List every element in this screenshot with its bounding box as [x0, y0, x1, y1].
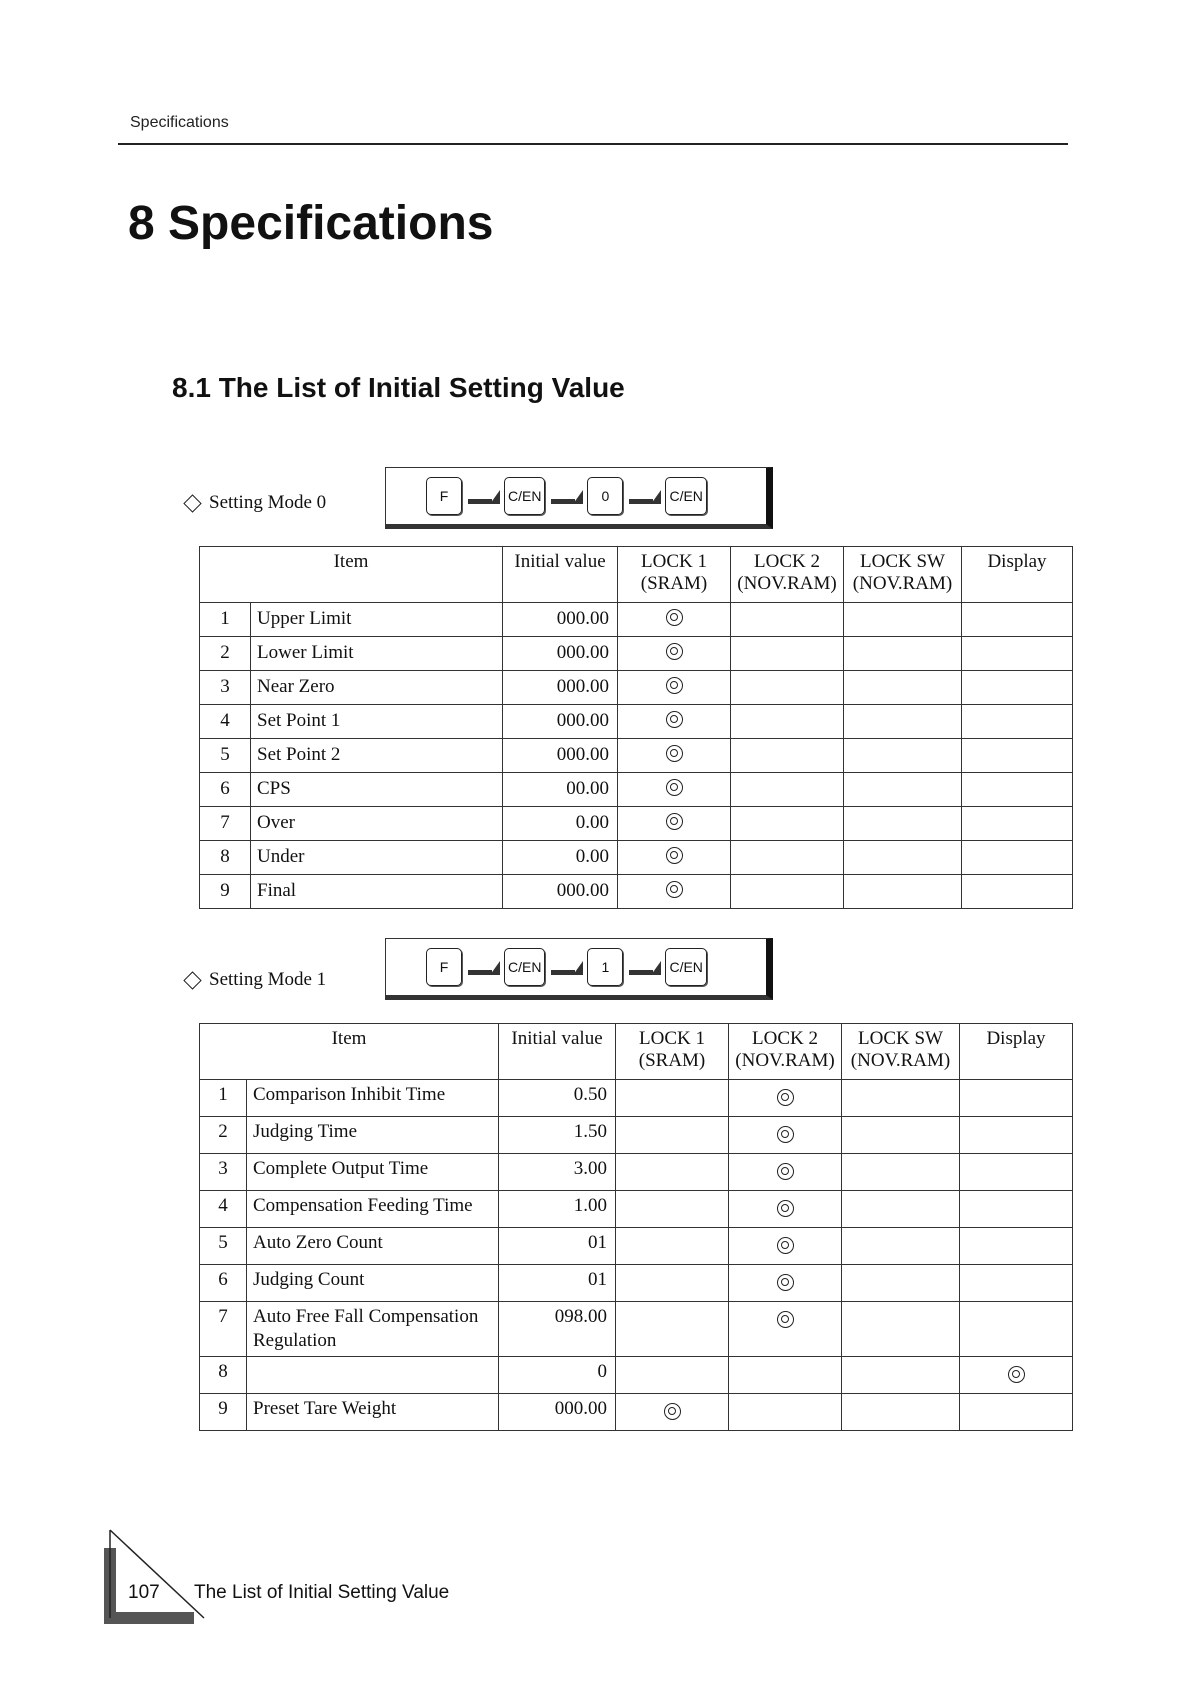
cell-locksw: [842, 1265, 960, 1302]
cell-lock2: [731, 807, 844, 841]
col-initial-value: Initial value: [503, 547, 618, 603]
cell-locksw: [844, 603, 962, 637]
col-lock-sw: LOCK SW (NOV.RAM): [844, 547, 962, 603]
table-row: [200, 671, 1073, 705]
cell-lock1: [618, 705, 731, 739]
cell-display: [962, 637, 1073, 671]
row-number: 7: [200, 807, 251, 841]
arrow-right-icon: [549, 485, 583, 507]
row-number: 8: [200, 841, 251, 875]
cell-lock1: [618, 739, 731, 773]
double-circle-icon: [777, 1274, 794, 1291]
cell-lock2: [729, 1228, 842, 1265]
cell-locksw: [844, 841, 962, 875]
double-circle-icon: [666, 677, 683, 694]
table-row: [200, 1117, 1073, 1154]
initial-value: 000.00: [503, 875, 618, 909]
initial-value: 0: [499, 1357, 616, 1394]
diamond-icon: [183, 971, 201, 989]
cell-lock2: [729, 1117, 842, 1154]
table-row: [200, 1191, 1073, 1228]
running-header: Specifications: [130, 114, 229, 131]
row-number: 3: [200, 1154, 247, 1191]
item-name: Under: [251, 841, 503, 875]
cell-lock1: [616, 1154, 729, 1191]
initial-value: 000.00: [503, 705, 618, 739]
col-display: Display: [960, 1024, 1073, 1080]
cell-display: [960, 1357, 1073, 1394]
cell-display: [960, 1302, 1073, 1357]
cell-locksw: [842, 1394, 960, 1431]
double-circle-icon: [666, 779, 683, 796]
double-circle-icon: [777, 1089, 794, 1106]
initial-value: 00.00: [503, 773, 618, 807]
initial-value: 000.00: [503, 739, 618, 773]
table-row: [200, 1357, 1073, 1394]
item-name: Lower Limit: [251, 637, 503, 671]
cell-lock2: [731, 603, 844, 637]
cell-display: [962, 841, 1073, 875]
row-number: 2: [200, 637, 251, 671]
cell-lock1: [618, 603, 731, 637]
cell-display: [962, 807, 1073, 841]
cell-locksw: [844, 739, 962, 773]
col-lock-2: LOCK 2 (NOV.RAM): [731, 547, 844, 603]
cell-display: [960, 1265, 1073, 1302]
header-rule: [118, 143, 1068, 145]
cell-lock1: [616, 1265, 729, 1302]
table-row: [200, 603, 1073, 637]
cell-lock1: [616, 1117, 729, 1154]
cell-lock1: [618, 773, 731, 807]
row-number: 4: [200, 705, 251, 739]
cell-lock1: [616, 1191, 729, 1228]
key-cen: C/EN: [665, 477, 706, 515]
cell-locksw: [842, 1117, 960, 1154]
table-row: [200, 1228, 1073, 1265]
key-f: F: [426, 948, 462, 986]
cell-lock1: [616, 1228, 729, 1265]
cell-lock1: [618, 807, 731, 841]
row-number: 5: [200, 1228, 247, 1265]
cell-locksw: [842, 1080, 960, 1117]
table-row: [200, 807, 1073, 841]
cell-display: [960, 1394, 1073, 1431]
key-0: 0: [587, 477, 623, 515]
initial-value: 1.50: [499, 1117, 616, 1154]
cell-lock2: [731, 739, 844, 773]
item-name: Upper Limit: [251, 603, 503, 637]
cell-display: [960, 1154, 1073, 1191]
double-circle-icon: [666, 847, 683, 864]
cell-display: [960, 1228, 1073, 1265]
initial-value: 000.00: [503, 671, 618, 705]
row-number: 4: [200, 1191, 247, 1228]
initial-value: 01: [499, 1228, 616, 1265]
cell-display: [962, 671, 1073, 705]
cell-locksw: [844, 875, 962, 909]
item-name: Final: [251, 875, 503, 909]
item-name: CPS: [251, 773, 503, 807]
cell-display: [960, 1080, 1073, 1117]
table-row: [200, 1302, 1073, 1357]
cell-locksw: [842, 1357, 960, 1394]
item-name: Near Zero: [251, 671, 503, 705]
col-lock-1: LOCK 1 (SRAM): [618, 547, 731, 603]
arrow-right-icon: [627, 485, 661, 507]
arrow-right-icon: [466, 485, 500, 507]
cell-lock2: [731, 705, 844, 739]
cell-display: [962, 739, 1073, 773]
cell-lock2: [731, 671, 844, 705]
double-circle-icon: [777, 1311, 794, 1328]
col-item: Item: [200, 1024, 499, 1080]
cell-locksw: [844, 637, 962, 671]
cell-display: [960, 1117, 1073, 1154]
cell-locksw: [842, 1302, 960, 1357]
cell-lock2: [729, 1191, 842, 1228]
key-sequence-mode-1: [385, 938, 773, 1000]
table-row: [200, 739, 1073, 773]
row-number: 6: [200, 773, 251, 807]
initial-value: 098.00: [499, 1302, 616, 1357]
key-cen: C/EN: [665, 948, 706, 986]
double-circle-icon: [666, 813, 683, 830]
cell-lock2: [729, 1265, 842, 1302]
cell-lock2: [729, 1154, 842, 1191]
cell-locksw: [844, 807, 962, 841]
key-sequence-mode-0: [385, 467, 773, 529]
item-name: Auto Free Fall Compensation Regulation: [247, 1302, 499, 1357]
item-name: Complete Output Time: [247, 1154, 499, 1191]
table-row: [200, 875, 1073, 909]
diamond-icon: [183, 494, 201, 512]
key-cen: C/EN: [504, 948, 545, 986]
col-display: Display: [962, 547, 1073, 603]
initial-value: 0.00: [503, 807, 618, 841]
double-circle-icon: [777, 1200, 794, 1217]
footer-triangle-icon: [104, 1528, 214, 1624]
item-name: Judging Count: [247, 1265, 499, 1302]
cell-lock2: [729, 1080, 842, 1117]
cell-lock2: [731, 841, 844, 875]
cell-lock2: [729, 1394, 842, 1431]
setting-mode-1-label: [186, 969, 326, 991]
setting-mode-0-table: [199, 546, 1073, 909]
cell-lock2: [731, 875, 844, 909]
footer-title: The List of Initial Setting Value: [194, 1582, 450, 1603]
cell-lock2: [731, 773, 844, 807]
cell-locksw: [844, 773, 962, 807]
setting-mode-0-text: Setting Mode 0: [209, 492, 327, 513]
cell-lock2: [731, 637, 844, 671]
row-number: 1: [200, 603, 251, 637]
cell-lock1: [616, 1394, 729, 1431]
table-row: [200, 1394, 1073, 1431]
table-row: [200, 637, 1073, 671]
double-circle-icon: [666, 881, 683, 898]
cell-display: [960, 1191, 1073, 1228]
row-number: 2: [200, 1117, 247, 1154]
row-number: 5: [200, 739, 251, 773]
col-lock-2: LOCK 2 (NOV.RAM): [729, 1024, 842, 1080]
double-circle-icon: [777, 1163, 794, 1180]
initial-value: 1.00: [499, 1191, 616, 1228]
row-number: 7: [200, 1302, 247, 1357]
page-number: 107: [128, 1582, 160, 1603]
mode-1-rows: [200, 1080, 1073, 1431]
item-name: Preset Tare Weight: [247, 1394, 499, 1431]
double-circle-icon: [664, 1403, 681, 1420]
cell-lock1: [616, 1357, 729, 1394]
cell-display: [962, 875, 1073, 909]
double-circle-icon: [1008, 1366, 1025, 1383]
setting-mode-1-text: Setting Mode 1: [209, 969, 327, 990]
cell-lock1: [618, 637, 731, 671]
initial-value: 3.00: [499, 1154, 616, 1191]
cell-lock2: [729, 1302, 842, 1357]
double-circle-icon: [777, 1126, 794, 1143]
table-row: [200, 773, 1073, 807]
cell-locksw: [844, 705, 962, 739]
section-title: 8.1 The List of Initial Setting Value: [172, 372, 625, 403]
col-item: Item: [200, 547, 503, 603]
initial-value: 000.00: [503, 603, 618, 637]
key-cen: C/EN: [504, 477, 545, 515]
table-row: [200, 1154, 1073, 1191]
col-lock-1: LOCK 1 (SRAM): [616, 1024, 729, 1080]
key-1: 1: [587, 948, 623, 986]
item-name: [247, 1357, 499, 1394]
setting-mode-1-table: [199, 1023, 1073, 1431]
cell-lock2: [729, 1357, 842, 1394]
item-name: Over: [251, 807, 503, 841]
row-number: 9: [200, 1394, 247, 1431]
cell-locksw: [842, 1191, 960, 1228]
cell-display: [962, 773, 1073, 807]
cell-locksw: [844, 671, 962, 705]
key-f: F: [426, 477, 462, 515]
row-number: 1: [200, 1080, 247, 1117]
table-row: [200, 705, 1073, 739]
table-row: [200, 1265, 1073, 1302]
item-name: Judging Time: [247, 1117, 499, 1154]
cell-locksw: [842, 1228, 960, 1265]
table-row: [200, 1080, 1073, 1117]
cell-display: [962, 603, 1073, 637]
cell-lock1: [616, 1302, 729, 1357]
col-lock-sw: LOCK SW (NOV.RAM): [842, 1024, 960, 1080]
setting-mode-0-label: [186, 492, 326, 514]
double-circle-icon: [666, 643, 683, 660]
row-number: 6: [200, 1265, 247, 1302]
double-circle-icon: [666, 711, 683, 728]
cell-lock1: [618, 875, 731, 909]
initial-value: 0.50: [499, 1080, 616, 1117]
item-name: Comparison Inhibit Time: [247, 1080, 499, 1117]
item-name: Set Point 2: [251, 739, 503, 773]
initial-value: 000.00: [499, 1394, 616, 1431]
initial-value: 000.00: [503, 637, 618, 671]
arrow-right-icon: [466, 956, 500, 978]
arrow-right-icon: [627, 956, 661, 978]
cell-locksw: [842, 1154, 960, 1191]
double-circle-icon: [666, 745, 683, 762]
double-circle-icon: [666, 609, 683, 626]
cell-lock1: [618, 671, 731, 705]
item-name: Auto Zero Count: [247, 1228, 499, 1265]
initial-value: 01: [499, 1265, 616, 1302]
mode-0-rows: [200, 603, 1073, 909]
arrow-right-icon: [549, 956, 583, 978]
row-number: 9: [200, 875, 251, 909]
item-name: Compensation Feeding Time: [247, 1191, 499, 1228]
initial-value: 0.00: [503, 841, 618, 875]
item-name: Set Point 1: [251, 705, 503, 739]
chapter-title: 8 Specifications: [128, 197, 494, 250]
row-number: 3: [200, 671, 251, 705]
cell-lock1: [616, 1080, 729, 1117]
col-initial-value: Initial value: [499, 1024, 616, 1080]
cell-lock1: [618, 841, 731, 875]
table-row: [200, 841, 1073, 875]
double-circle-icon: [777, 1237, 794, 1254]
row-number: 8: [200, 1357, 247, 1394]
cell-display: [962, 705, 1073, 739]
